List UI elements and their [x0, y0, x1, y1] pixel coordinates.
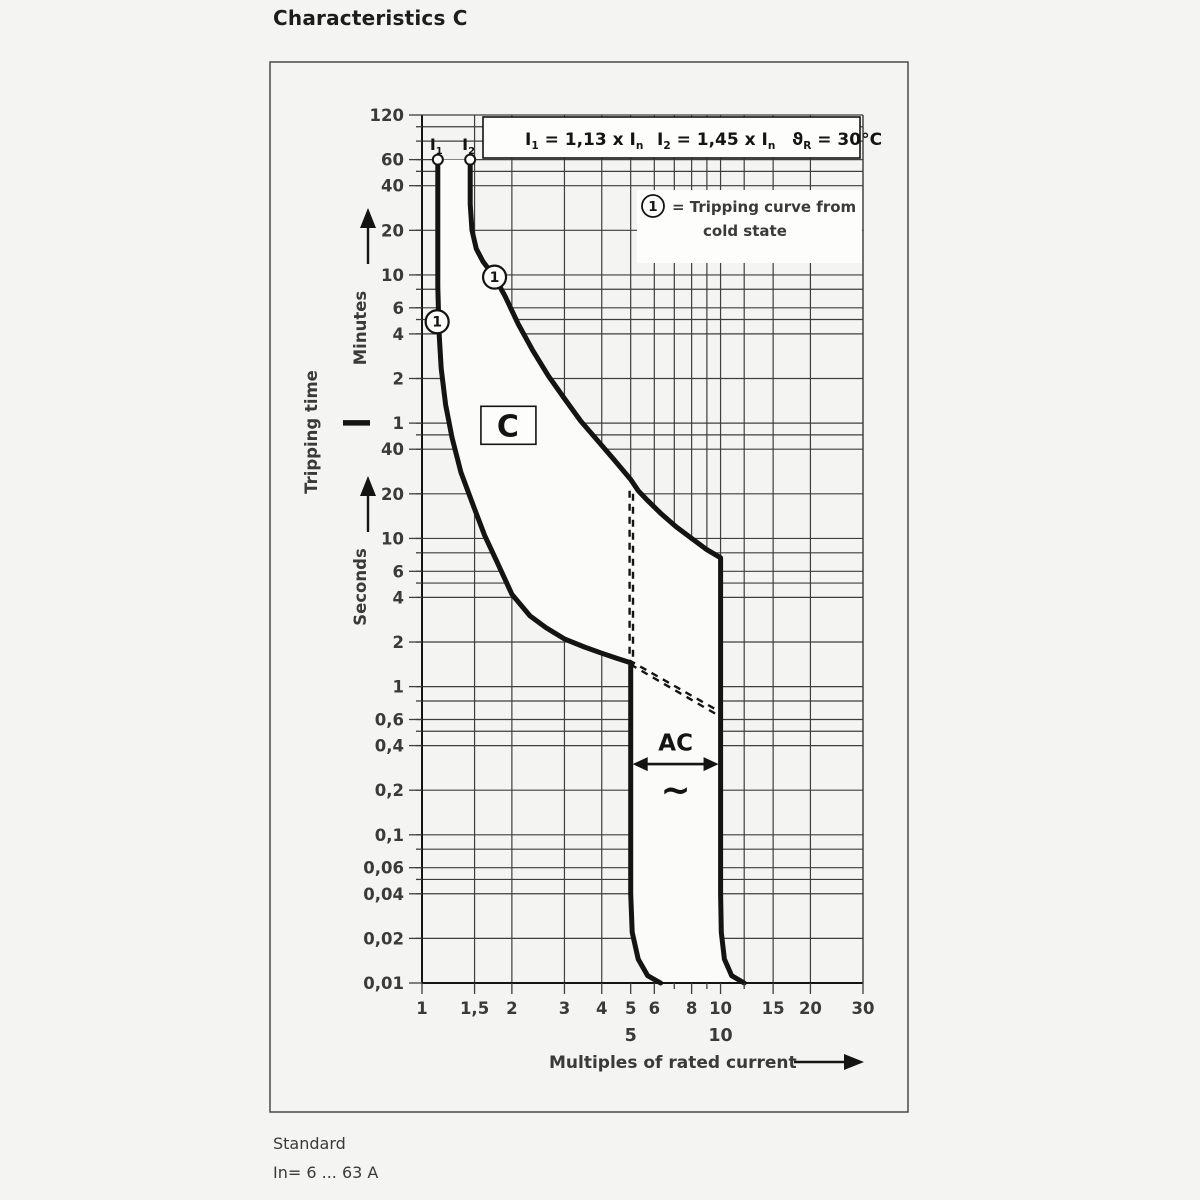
x-axis-caption: Multiples of rated current — [549, 1053, 797, 1073]
x-tick-label: 2 — [506, 999, 518, 1018]
x-tick-label: 4 — [596, 999, 608, 1018]
x-tick-label: 1,5 — [459, 999, 490, 1018]
y-tick-label-seconds: 10 — [381, 529, 404, 549]
formula-i1: $I_1 = 1,13$ x $I_n$ — [525, 130, 644, 152]
y-tick-label-seconds: 20 — [381, 484, 404, 504]
footer-standard: Standard — [273, 1134, 346, 1153]
page-title: Characteristics C — [273, 6, 468, 30]
y-tick-label-seconds: 0,4 — [374, 736, 404, 756]
up-arrow-minutes-head — [360, 208, 376, 228]
minutes-seconds-separator — [343, 420, 370, 426]
curve-circled-1-number: 1 — [489, 270, 500, 287]
y-unit-seconds: Seconds — [351, 548, 370, 626]
y-unit-minutes: Minutes — [351, 290, 370, 366]
magnetic-trip-range-label: 10 — [708, 1026, 733, 1046]
current-threshold-label-i2: $I_2$ — [462, 135, 476, 157]
x-tick-label: 15 — [761, 999, 785, 1018]
class-label-c: C — [496, 409, 519, 445]
ac-label: AC — [658, 730, 693, 757]
y-tick-label-seconds: 0,06 — [363, 858, 404, 878]
formula-i2: $I_2 = 1,45$ x $I_n$ — [657, 130, 776, 152]
y-tick-label-seconds: 6 — [392, 562, 404, 582]
formula-temperature: $ϑ_R = 30^\circ C$ — [792, 130, 883, 152]
y-tick-label-seconds: 0,2 — [374, 781, 404, 801]
y-tick-label-seconds: 2 — [392, 633, 404, 653]
y-tick-label-minutes: 4 — [392, 324, 404, 344]
legend-circled-1-number: 1 — [648, 199, 658, 215]
y-axis-caption: Tripping time — [302, 370, 321, 494]
y-tick-label-seconds: 0,01 — [363, 974, 404, 993]
y-tick-label-minutes: 40 — [381, 176, 404, 196]
magnetic-trip-range-label: 5 — [624, 1026, 637, 1046]
y-tick-label-minutes: 60 — [381, 150, 404, 170]
x-tick-label: 6 — [648, 999, 661, 1018]
up-arrow-seconds-head — [360, 476, 376, 496]
x-tick-label: 3 — [558, 999, 571, 1018]
x-tick-label: 5 — [624, 999, 637, 1018]
y-tick-label-seconds: 40 — [381, 440, 404, 460]
y-tick-label-minutes: 20 — [381, 221, 404, 241]
x-tick-label: 1 — [416, 999, 428, 1018]
footer-rated-current-range: In= 6 ... 63 A — [273, 1163, 379, 1182]
x-tick-label: 20 — [798, 999, 822, 1018]
ac-wave-symbol: ~ — [660, 770, 691, 812]
y-tick-label-minutes: 1 — [392, 414, 404, 434]
x-tick-label: 10 — [709, 999, 733, 1018]
y-tick-label-seconds: 0,04 — [363, 884, 404, 904]
legend-text-line1: = Tripping curve from — [672, 198, 857, 216]
x-tick-label: 30 — [851, 999, 875, 1018]
y-tick-label-seconds: 0,6 — [374, 710, 404, 730]
y-tick-label-minutes: 10 — [381, 265, 404, 285]
right-arrow-multiples-head — [844, 1054, 864, 1070]
curve-circled-1-number: 1 — [432, 314, 443, 331]
current-threshold-label-i1: $I_1$ — [429, 135, 443, 157]
y-tick-label-seconds: 0,02 — [363, 929, 404, 949]
x-tick-label: 8 — [685, 999, 698, 1018]
y-tick-label-seconds: 1 — [392, 677, 404, 697]
y-tick-label-minutes: 2 — [392, 369, 404, 389]
y-tick-label-seconds: 0,1 — [374, 825, 404, 845]
y-tick-label-seconds: 4 — [392, 588, 404, 608]
y-tick-label-minutes: 6 — [392, 298, 404, 318]
legend-text-line2: cold state — [703, 222, 787, 240]
y-tick-label-minutes: 120 — [369, 106, 404, 125]
